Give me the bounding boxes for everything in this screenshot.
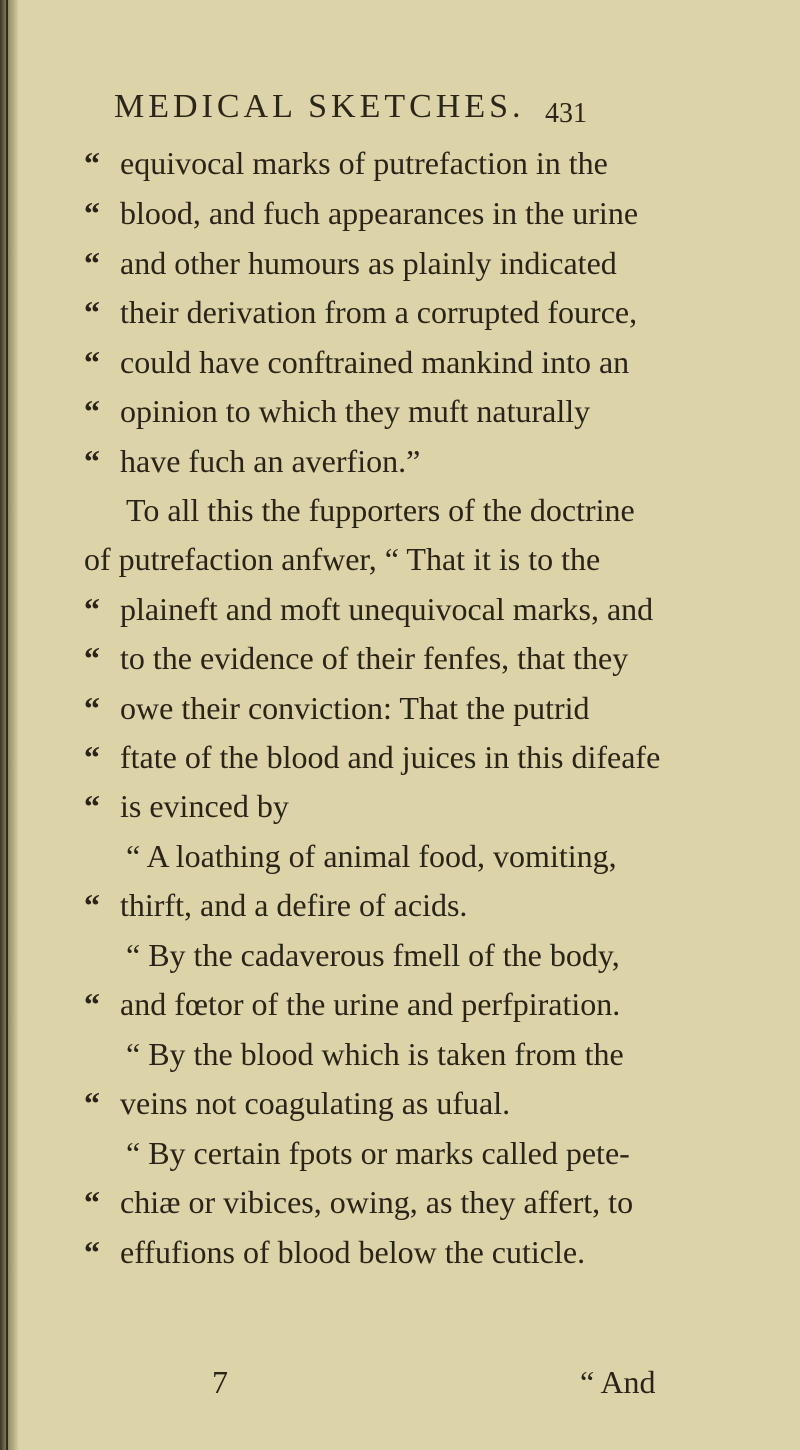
line-text: owe their conviction: That the putrid xyxy=(120,690,590,726)
quote-mark: “ xyxy=(84,245,100,281)
text-line xyxy=(84,391,590,431)
running-title: MEDICAL SKETCHES. xyxy=(114,88,525,125)
line-text: ftate of the blood and juices in this difeafe xyxy=(120,739,661,775)
quote-mark: “ xyxy=(84,145,100,181)
line-text: blood, and fuch appearances in the urine xyxy=(120,195,639,231)
text-line xyxy=(84,292,637,332)
catchword: “ And xyxy=(580,1364,656,1400)
text-line xyxy=(84,143,608,183)
quote-mark: “ xyxy=(84,986,100,1022)
quote-mark: “ xyxy=(84,640,100,676)
text-line xyxy=(84,193,638,233)
line-text: chiæ or vibices, owing, as they affert, to xyxy=(120,1184,634,1220)
text-line xyxy=(84,737,660,777)
text-line xyxy=(126,935,620,975)
line-text: their derivation from a corrupted fource, xyxy=(120,294,638,330)
line-text: plaineft and moft unequivocal marks, and xyxy=(120,591,654,627)
quote-mark: “ xyxy=(84,1184,100,1220)
book-spine-edge xyxy=(0,0,18,1450)
signature-mark: 7 xyxy=(212,1364,228,1400)
text-line xyxy=(84,786,289,826)
line-text: of putrefaction anfwer, “ That it is to the xyxy=(84,541,601,577)
quote-mark: “ xyxy=(84,788,100,824)
text-line xyxy=(126,1034,624,1074)
binding-line xyxy=(6,0,8,1450)
line-text: could have conftrained mankind into an xyxy=(120,344,630,380)
text-line xyxy=(84,1083,510,1123)
quote-mark: “ xyxy=(84,690,100,726)
page-number: 431 xyxy=(545,98,587,129)
line-text: opinion to which they muft naturally xyxy=(120,393,591,429)
book-page xyxy=(40,0,790,1450)
line-text: veins not coagulating as ufual. xyxy=(120,1085,511,1121)
line-text: “ By the blood which is taken from the xyxy=(126,1036,624,1072)
text-line xyxy=(84,1232,585,1272)
text-line xyxy=(84,885,467,925)
quote-mark: “ xyxy=(84,1234,100,1270)
text-line xyxy=(84,342,629,382)
text-line xyxy=(84,539,600,579)
quote-mark: “ xyxy=(84,344,100,380)
line-text: equivocal marks of putrefaction in the xyxy=(120,145,608,181)
quote-mark: “ xyxy=(84,443,100,479)
line-text: is evinced by xyxy=(120,788,289,824)
text-line xyxy=(126,490,635,530)
quote-mark: “ xyxy=(84,739,100,775)
line-text: “ By the cadaverous fmell of the body, xyxy=(126,937,620,973)
line-text: and other humours as plainly indicated xyxy=(120,245,617,281)
text-line xyxy=(84,243,617,283)
text-line xyxy=(84,688,590,728)
quote-mark: “ xyxy=(84,591,100,627)
line-text: To all this the fupporters of the doctrine xyxy=(126,492,635,528)
quote-mark: “ xyxy=(84,1085,100,1121)
line-text: have fuch an averfion.” xyxy=(120,443,421,479)
line-text: “ A loathing of animal food, vomiting, xyxy=(126,838,617,874)
text-line xyxy=(84,1182,633,1222)
line-text: to the evidence of their fenfes, that they xyxy=(120,640,629,676)
quote-mark: “ xyxy=(84,294,100,330)
text-line xyxy=(126,836,617,876)
text-line xyxy=(84,638,628,678)
text-line xyxy=(84,984,620,1024)
text-line xyxy=(84,589,653,629)
line-text: “ By certain fpots or marks called pete- xyxy=(126,1135,630,1171)
quote-mark: “ xyxy=(84,195,100,231)
line-text: and fœtor of the urine and perfpiration. xyxy=(120,986,621,1022)
quote-mark: “ xyxy=(84,887,100,923)
line-text: effufions of blood below the cuticle. xyxy=(120,1234,586,1270)
text-line xyxy=(126,1133,630,1173)
quote-mark: “ xyxy=(84,393,100,429)
line-text: thirft, and a defire of acids. xyxy=(120,887,468,923)
text-line xyxy=(84,441,420,481)
